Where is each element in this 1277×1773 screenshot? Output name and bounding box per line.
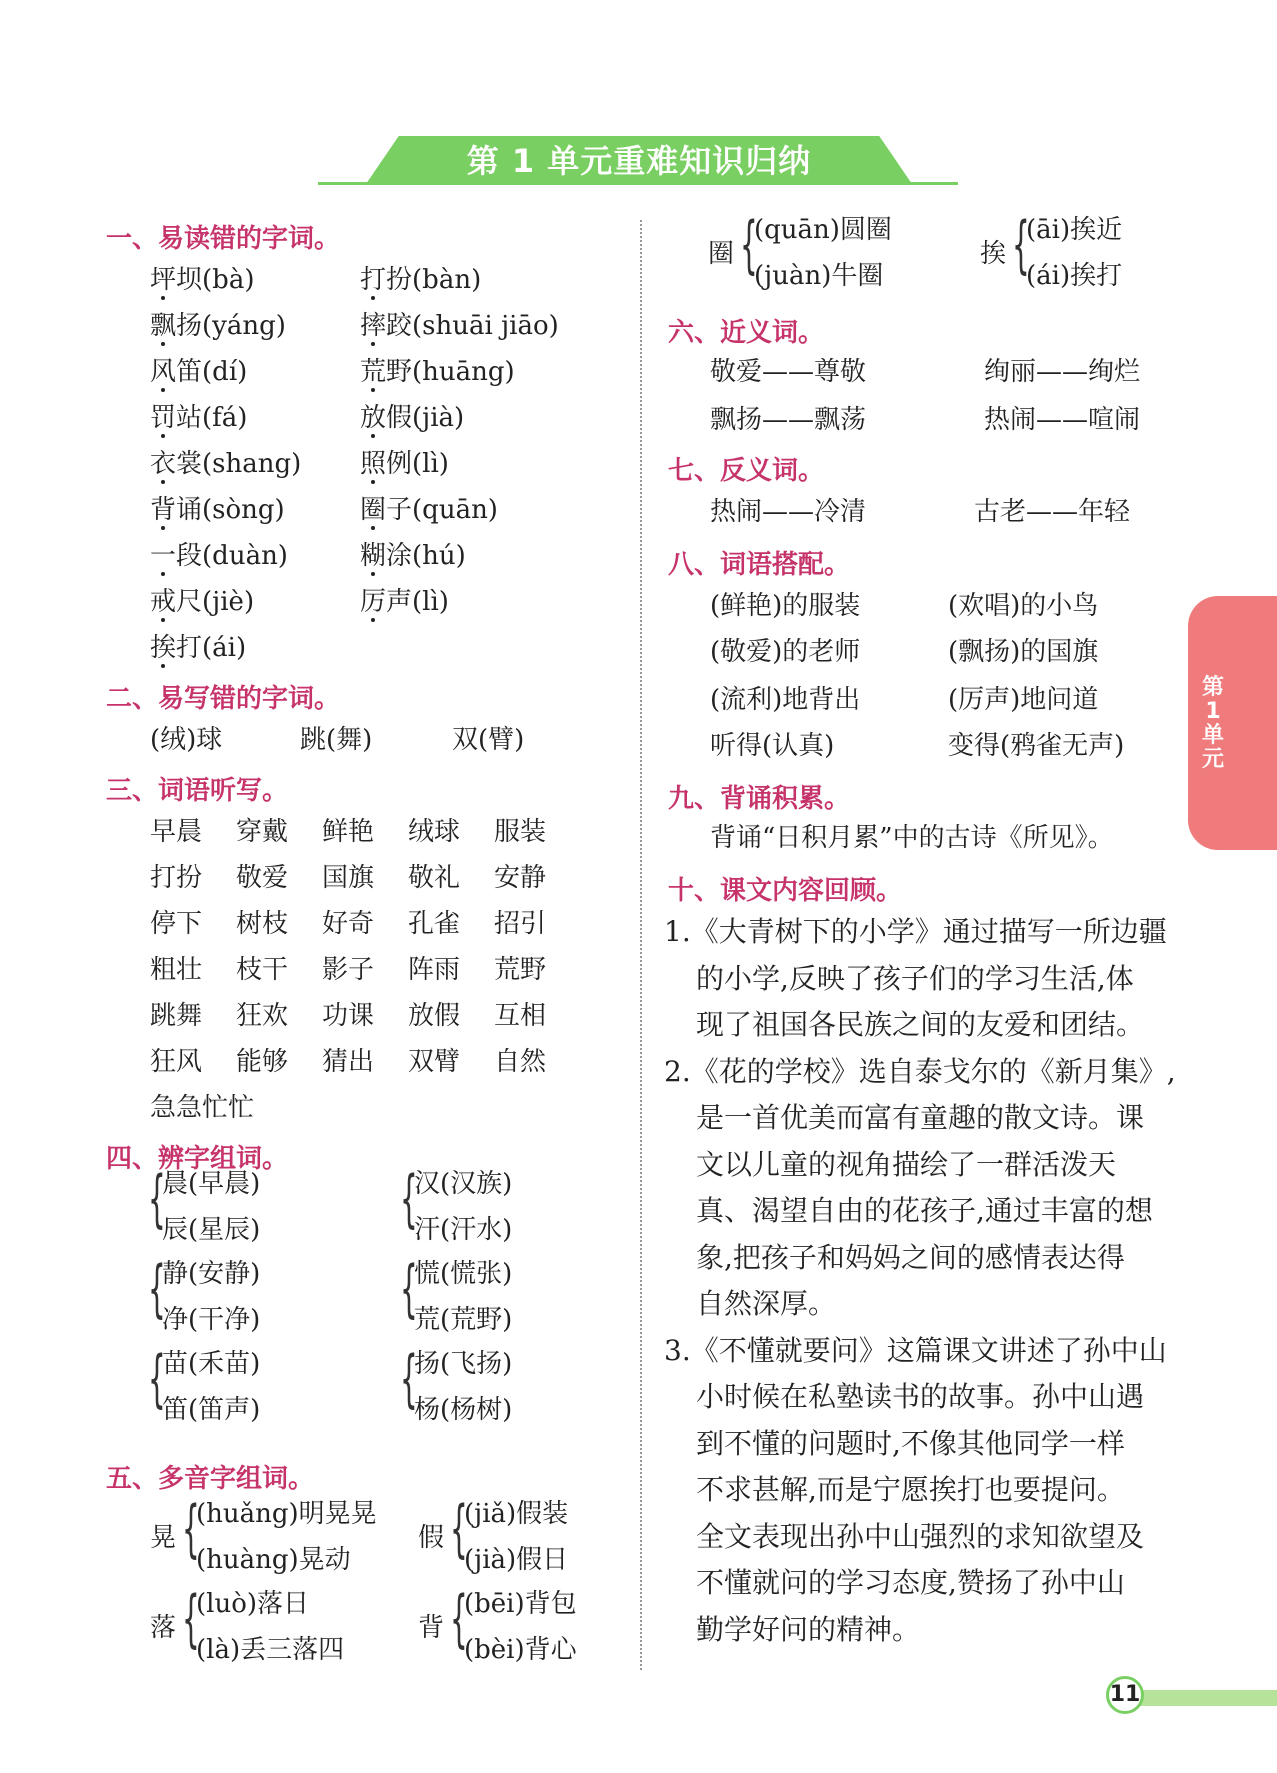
dictation-word: 荒野 — [494, 955, 547, 985]
marked-char: 戒 — [150, 587, 177, 617]
collocation-item: 变得(鸦雀无声) — [948, 731, 1125, 761]
dictation-word: 孔雀 — [408, 909, 461, 939]
marked-char: 一 — [150, 541, 177, 571]
pinyin: (bàn) — [412, 265, 482, 295]
reading-item — [150, 402, 247, 434]
reading-item — [360, 540, 466, 572]
review-line: 不求甚解,而是宁愿挨打也要提问。 — [696, 1473, 1125, 1506]
dictation-word: 打扮 — [150, 863, 203, 893]
word-item: 跳(舞) — [300, 725, 373, 755]
pinyin: (hú) — [412, 541, 466, 571]
marked-char: 打 — [360, 265, 387, 295]
word-item: (绒)球 — [150, 725, 223, 755]
marked-char: 糊 — [360, 541, 387, 571]
marked-char: 摔 — [360, 311, 387, 341]
polyphone-word: (huàng)晃动 — [196, 1545, 351, 1575]
word-char: 打 — [176, 633, 203, 663]
pinyin: (duàn) — [202, 541, 288, 571]
word-char: 野 — [386, 357, 413, 387]
dictation-word: 好奇 — [322, 909, 375, 939]
dictation-word: 功课 — [322, 1001, 375, 1031]
polyphone-char: 晃 — [150, 1523, 177, 1553]
reading-item — [150, 586, 254, 618]
word-char: 扮 — [386, 265, 413, 295]
polyphone-word: (jià)假日 — [464, 1545, 569, 1575]
pair-word: 净(干净) — [162, 1305, 261, 1335]
pinyin: (ái) — [202, 633, 247, 663]
unit-side-tab-label: 第1单元 — [1201, 675, 1224, 772]
reading-item — [150, 264, 254, 296]
collocation-item: 听得(认真) — [710, 731, 835, 761]
reading-item — [150, 540, 288, 572]
pair-word: 静(安静) — [162, 1259, 261, 1289]
polyphone-char: 挨 — [980, 239, 1007, 269]
word-char: 段 — [176, 541, 203, 571]
marked-char: 风 — [150, 357, 177, 387]
dictation-word: 敬爱 — [236, 863, 289, 893]
collocation-item: (欢唱)的小鸟 — [948, 591, 1099, 621]
synonym-item: 飘扬——飘荡 — [710, 405, 867, 435]
pinyin: (bà) — [202, 265, 255, 295]
review-line: 的小学,反映了孩子们的学习生活,体 — [696, 961, 1134, 995]
section-4-heading: 四、辨字组词。 — [106, 1144, 289, 1174]
section-1-heading: 一、易读错的字词。 — [106, 224, 341, 254]
review-line: 不懂就问的学习态度,赞扬了孙中山 — [696, 1566, 1125, 1599]
section-6-heading: 六、近义词。 — [668, 318, 825, 348]
reading-item — [150, 310, 286, 342]
left-brace: { — [148, 1342, 166, 1415]
word-char: 扬 — [176, 311, 203, 341]
dictation-word: 阵雨 — [408, 955, 461, 985]
section-8-heading: 八、词语搭配。 — [668, 550, 851, 580]
reading-item — [150, 356, 247, 388]
dictation-word: 招引 — [494, 909, 547, 939]
recitation-text: 背诵“日积月累”中的古诗《所见》。 — [710, 823, 1114, 853]
polyphone-word: (bēi)背包 — [464, 1589, 577, 1619]
left-brace: { — [1012, 208, 1030, 281]
reading-item — [360, 586, 449, 618]
pinyin: (lì) — [412, 587, 449, 617]
dictation-word: 国旗 — [322, 863, 375, 893]
pinyin: (lì) — [412, 449, 449, 479]
polyphone-word: (là)丢三落四 — [196, 1635, 345, 1665]
review-line: 小时候在私塾读书的故事。孙中山遇 — [696, 1380, 1145, 1413]
reading-item — [360, 264, 481, 296]
antonym-item: 古老——年轻 — [974, 497, 1131, 527]
pinyin: (jiè) — [202, 587, 255, 617]
dictation-word: 急急忙忙 — [150, 1093, 255, 1123]
pair-word: 汗(汗水) — [414, 1215, 513, 1245]
pair-word: 辰(星辰) — [162, 1215, 261, 1245]
dictation-word: 穿戴 — [236, 817, 289, 847]
marked-char: 荒 — [360, 357, 387, 387]
column-divider — [640, 220, 642, 1670]
collocation-item: (鲜艳)的服装 — [710, 591, 861, 621]
marked-char: 衣 — [150, 449, 177, 479]
marked-char: 照 — [360, 449, 387, 479]
dictation-word: 安静 — [494, 863, 547, 893]
pinyin: (fá) — [202, 403, 248, 433]
review-line: 真、渴望自由的花孩子,通过丰富的想 — [696, 1194, 1153, 1227]
polyphone-word: (jiǎ)假装 — [464, 1499, 569, 1529]
pair-word: 慌(慌张) — [414, 1259, 513, 1289]
marked-char: 挨 — [150, 633, 177, 663]
word-char: 诵 — [176, 495, 203, 525]
dictation-word: 停下 — [150, 909, 203, 939]
marked-char: 背 — [150, 495, 177, 525]
word-char: 涂 — [386, 541, 413, 571]
collocation-item: (厉声)地问道 — [948, 685, 1099, 715]
word-char: 坝 — [176, 265, 203, 295]
word-char: 声 — [386, 587, 413, 617]
polyphone-char: 假 — [418, 1523, 445, 1553]
review-line: 文以儿童的视角描绘了一群活泼天 — [696, 1147, 1117, 1181]
dictation-word: 狂欢 — [236, 1001, 289, 1031]
marked-char: 厉 — [360, 587, 387, 617]
section-2-heading: 二、易写错的字词。 — [106, 684, 341, 714]
dictation-word: 互相 — [494, 1001, 547, 1031]
word-char: 假 — [386, 403, 413, 433]
pinyin: (jià) — [412, 403, 465, 433]
word-char: 子 — [386, 495, 413, 525]
dictation-word: 能够 — [236, 1047, 289, 1077]
dictation-word: 放假 — [408, 1001, 461, 1031]
review-line: 到不懂的问题时,不像其他同学一样 — [696, 1426, 1125, 1460]
left-brace: { — [400, 1252, 418, 1325]
word-char: 例 — [386, 449, 413, 479]
review-line: 3.《不懂就要问》这篇课文讲述了孙中山 — [664, 1333, 1167, 1367]
polyphone-char: 圈 — [708, 239, 735, 269]
dictation-word: 服装 — [494, 817, 547, 847]
reading-item — [360, 448, 449, 480]
dictation-word: 鲜艳 — [322, 817, 375, 847]
dictation-word: 狂风 — [150, 1047, 203, 1077]
review-line: 现了祖国各民族之间的友爱和团结。 — [696, 1008, 1145, 1041]
dictation-word: 枝干 — [236, 955, 289, 985]
left-brace: { — [148, 1162, 166, 1235]
review-line: 自然深厚。 — [696, 1287, 837, 1320]
review-line: 勤学好问的精神。 — [696, 1612, 921, 1646]
collocation-item: (敬爱)的老师 — [710, 637, 861, 667]
section-9-heading: 九、背诵积累。 — [668, 784, 851, 814]
collocation-item: (飘扬)的国旗 — [948, 637, 1099, 667]
marked-char: 飘 — [150, 311, 177, 341]
marked-char: 坪 — [150, 265, 177, 295]
dictation-word: 自然 — [494, 1047, 547, 1077]
section-5-heading: 五、多音字组词。 — [106, 1464, 315, 1494]
dictation-word: 树枝 — [236, 909, 289, 939]
polyphone-word: (bèi)背心 — [464, 1635, 577, 1665]
pinyin: (shuāi jiāo) — [412, 311, 559, 341]
review-line: 是一首优美而富有童趣的散文诗。课 — [696, 1101, 1145, 1134]
marked-char: 圈 — [360, 495, 387, 525]
dictation-word: 绒球 — [408, 817, 461, 847]
polyphone-word: (juàn)牛圈 — [754, 261, 884, 291]
left-brace: { — [400, 1342, 418, 1415]
pinyin: (huāng) — [412, 357, 515, 387]
reading-item — [360, 494, 498, 526]
polyphone-char: 背 — [418, 1613, 445, 1643]
left-brace: { — [450, 1582, 468, 1655]
review-line: 全文表现出孙中山强烈的求知欲望及 — [696, 1519, 1145, 1553]
dictation-word: 跳舞 — [150, 1001, 203, 1031]
synonym-item: 敬爱——尊敬 — [710, 357, 867, 387]
polyphone-word: (ái)挨打 — [1026, 261, 1123, 291]
word-item: 双(臂) — [452, 725, 525, 755]
word-char: 跤 — [386, 311, 413, 341]
dictation-word: 敬礼 — [408, 863, 461, 893]
review-line: 象,把孩子和妈妈之间的感情表达得 — [696, 1240, 1125, 1274]
pair-word: 杨(杨树) — [414, 1395, 513, 1425]
left-brace: { — [740, 208, 758, 281]
reading-item — [360, 310, 559, 342]
pinyin: (sòng) — [202, 495, 285, 525]
section-3-heading: 三、词语听写。 — [106, 776, 289, 806]
antonym-item: 热闹——冷清 — [710, 497, 867, 527]
reading-item — [150, 494, 285, 526]
word-char: 笛 — [176, 357, 203, 387]
left-brace: { — [182, 1582, 200, 1655]
pair-word: 苗(禾苗) — [162, 1349, 261, 1379]
pair-word: 笛(笛声) — [162, 1395, 261, 1425]
dictation-word: 影子 — [322, 955, 375, 985]
synonym-item: 热闹——喧闹 — [984, 405, 1141, 435]
dictation-word: 双臂 — [408, 1047, 461, 1077]
polyphone-word: (āi)挨近 — [1026, 215, 1123, 245]
reading-item — [360, 356, 515, 388]
polyphone-word: (quān)圆圈 — [754, 215, 892, 245]
pair-word: 汉(汉族) — [414, 1169, 513, 1199]
synonym-item: 绚丽——绚烂 — [984, 357, 1141, 387]
reading-item — [150, 448, 301, 480]
left-brace: { — [450, 1492, 468, 1565]
pair-word: 荒(荒野) — [414, 1305, 513, 1335]
word-char: 站 — [176, 403, 203, 433]
section-7-heading: 七、反义词。 — [668, 456, 825, 486]
page-title: 第 1 单元重难知识归纳 — [466, 142, 812, 180]
collocation-item: (流利)地背出 — [710, 685, 861, 715]
dictation-word: 猜出 — [322, 1047, 375, 1077]
left-brace: { — [400, 1162, 418, 1235]
review-line: 1.《大青树下的小学》通过描写一所边疆 — [664, 915, 1167, 948]
left-brace: { — [182, 1492, 200, 1565]
pinyin: (shang) — [202, 449, 302, 479]
pinyin: (dí) — [202, 357, 248, 387]
marked-char: 放 — [360, 403, 387, 433]
dictation-word: 粗壮 — [150, 955, 203, 985]
dictation-word: 早晨 — [150, 817, 203, 847]
pinyin: (quān) — [412, 495, 498, 525]
polyphone-word: (luò)落日 — [196, 1589, 310, 1619]
reading-item — [360, 402, 464, 434]
left-brace: { — [148, 1252, 166, 1325]
section-10-heading: 十、课文内容回顾。 — [668, 876, 903, 906]
review-line: 2.《花的学校》选自泰戈尔的《新月集》, — [664, 1054, 1176, 1088]
polyphone-word: (huǎng)明晃晃 — [196, 1499, 377, 1529]
pair-word: 晨(早晨) — [162, 1169, 261, 1199]
pinyin: (yáng) — [202, 311, 286, 341]
word-char: 裳 — [176, 449, 203, 479]
reading-item — [150, 632, 246, 664]
pair-word: 扬(飞扬) — [414, 1349, 513, 1379]
polyphone-char: 落 — [150, 1613, 177, 1643]
page-number: 11 — [1106, 1676, 1144, 1714]
marked-char: 罚 — [150, 403, 177, 433]
word-char: 尺 — [176, 587, 203, 617]
